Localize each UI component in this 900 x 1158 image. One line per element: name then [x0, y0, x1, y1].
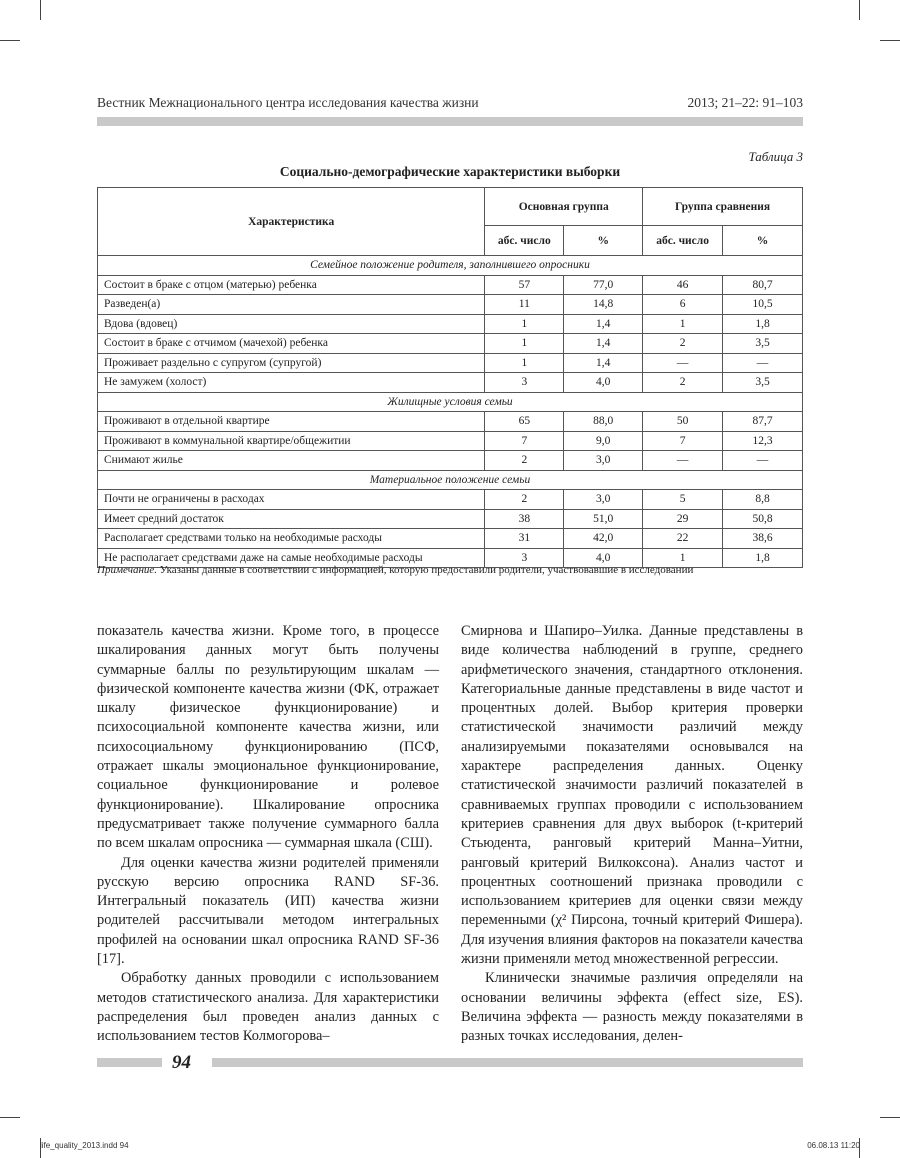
- body-paragraph: показатель качества жизни. Кроме того, в процессе шкалирования данных могут быть получены суммарные баллы по результирующим шкалам — физической компоненте качества жизни (ФК, отражает шкалу физическое функционирование) и психосоциальной компоненте качества жизни, или психосоциальному функционированию (ПСФ, отражает шкалы эмоциональное функционирование, социальное функционирование и ролевое функционирование). Шкалирование опросника предусматривает также получение суммарного балла по всем шкалам опросника — суммарная шкала (СШ).: [97, 623, 439, 852]
- cell-value: 1: [485, 314, 564, 334]
- cell-value: 3: [485, 373, 564, 393]
- row-label: Состоит в браке с отцом (матерью) ребенка: [98, 275, 485, 295]
- body-paragraph: Для оценки качества жизни родителей применяли русскую версию опросника RAND SF-36. Интегральный показатель (ИП) качества жизни родителей рассчитывали методом интегральных профилей на основании шкал опросника RAND SF-36 [17].: [97, 854, 439, 968]
- table-body: [98, 256, 803, 568]
- note-text: Указаны данные в соответствии с информацией, которую предоставили родители, участвовавшие в исследовании: [159, 564, 694, 576]
- row-label: Снимают жилье: [98, 451, 485, 471]
- table-row: [98, 412, 803, 432]
- cell-value: 11: [485, 295, 564, 315]
- section-row: [98, 256, 803, 276]
- body-paragraph: Обработку данных проводили с использованием методов статистического анализа. Для характеристики распределения был проведен анализ данных с использованием тестов Колмогорова–: [97, 970, 439, 1045]
- text-column-left: [97, 622, 439, 1047]
- cell-value: 3,0: [564, 490, 643, 510]
- cell-value: 42,0: [564, 529, 643, 549]
- cell-value: 1,8: [723, 314, 803, 334]
- cell-value: 4,0: [564, 373, 643, 393]
- table-label: Таблица 3: [748, 149, 803, 164]
- header-pct: %: [564, 226, 643, 256]
- row-label: Проживает раздельно с супругом (супругой): [98, 353, 485, 373]
- header-comparison-group: Группа сравнения: [643, 188, 803, 226]
- cell-value: 1: [643, 548, 723, 568]
- cell-value: 2: [485, 490, 564, 510]
- table-row: [98, 334, 803, 354]
- issue-info: 2013; 21–22: 91–103: [687, 95, 803, 110]
- cell-value: 50,8: [723, 509, 803, 529]
- cell-value: 3,5: [723, 373, 803, 393]
- table-row: [98, 295, 803, 315]
- note-label: Примечание.: [97, 564, 158, 576]
- table-title: Социально-демографические характеристики выборки: [279, 164, 621, 179]
- cell-value: 1,4: [564, 334, 643, 354]
- print-slug: life_quality_2013.indd 94: [40, 1141, 129, 1150]
- table-row: [98, 353, 803, 373]
- cell-value: 77,0: [564, 275, 643, 295]
- print-timestamp: 06.08.13 11:20: [807, 1141, 860, 1150]
- demographics-table: [97, 187, 803, 568]
- header-pct: %: [723, 226, 803, 256]
- header-rule: [97, 117, 803, 126]
- row-label: Состоит в браке с отчимом (мачехой) ребенка: [98, 334, 485, 354]
- crop-mark: [859, 0, 860, 20]
- row-label: Располагает средствами только на необходимые расходы: [98, 529, 485, 549]
- header-abs: абс. число: [485, 226, 564, 256]
- table-row: [98, 529, 803, 549]
- section-row: [98, 470, 803, 490]
- cell-value: —: [643, 451, 723, 471]
- table-note: [97, 564, 803, 576]
- cell-value: 38: [485, 509, 564, 529]
- row-label: Разведен(а): [98, 295, 485, 315]
- cell-value: 1,4: [564, 314, 643, 334]
- row-label: Не замужем (холост): [98, 373, 485, 393]
- table-row: [98, 490, 803, 510]
- cell-value: 3,5: [723, 334, 803, 354]
- table-row: [98, 451, 803, 471]
- cell-value: 1: [643, 314, 723, 334]
- journal-title: Вестник Межнационального центра исследования качества жизни: [97, 95, 479, 110]
- cell-value: 8,8: [723, 490, 803, 510]
- cell-value: 1: [485, 334, 564, 354]
- table-row: [98, 431, 803, 451]
- row-label: Имеет средний достаток: [98, 509, 485, 529]
- cell-value: —: [723, 353, 803, 373]
- cell-value: 14,8: [564, 295, 643, 315]
- cell-value: 22: [643, 529, 723, 549]
- cell-value: 88,0: [564, 412, 643, 432]
- cell-value: 29: [643, 509, 723, 529]
- cell-value: 1: [485, 353, 564, 373]
- header-characteristic: Характеристика: [98, 188, 485, 256]
- body-paragraph: Клинически значимые различия определяли на основании величины эффекта (effect size, ES). Величина эффекта — разность между показателями в разных точках исследования, делен-: [461, 970, 803, 1045]
- row-label: Проживают в отдельной квартире: [98, 412, 485, 432]
- cell-value: —: [643, 353, 723, 373]
- header-main-group: Основная группа: [485, 188, 643, 226]
- cell-value: 6: [643, 295, 723, 315]
- cell-value: 3,0: [564, 451, 643, 471]
- text-column-right: [461, 622, 803, 1047]
- table-row: [98, 275, 803, 295]
- body-paragraph: Смирнова и Шапиро–Уилка. Данные представлены в виде количества наблюдений в группе, среднего арифметического значения, стандартного отклонения. Категориальные данные представлены в виде частот и процентных долей. Выбор критерия проверки статистической значимости различий между анализируемыми показателями основывался на характере распределения данных. Оценку статистической значимости различий показателей в сравниваемых группах проводили с использованием критериев сравнения для двух выборок (t-критерий Стьюдента, ранговый критерий Манна–Уитни, ранговый критерий Вилкоксона). Анализ частот и процентных соотношений признака проводили с использованием критериев для оценки связи между переменными (χ² Пирсона, точный критерий Фишера). Для изучения влияния факторов на показатели качества жизни применяли метод множественной регрессии.: [461, 623, 803, 968]
- cell-value: 87,7: [723, 412, 803, 432]
- crop-mark: [0, 40, 20, 41]
- cell-value: 1,8: [723, 548, 803, 568]
- cell-value: 5: [643, 490, 723, 510]
- table-row: [98, 509, 803, 529]
- header-abs: абс. число: [643, 226, 723, 256]
- page-number: 94: [172, 1052, 191, 1073]
- cell-value: 2: [643, 334, 723, 354]
- cell-value: 51,0: [564, 509, 643, 529]
- row-label: Почти не ограничены в расходах: [98, 490, 485, 510]
- footer-rule: [212, 1058, 803, 1067]
- cell-value: 65: [485, 412, 564, 432]
- cell-value: 2: [643, 373, 723, 393]
- row-label: Вдова (вдовец): [98, 314, 485, 334]
- section-title: Семейное положение родителя, заполнившего опросники: [98, 256, 803, 276]
- section-title: Жилищные условия семьи: [98, 392, 803, 412]
- cell-value: 7: [485, 431, 564, 451]
- cell-value: 4,0: [564, 548, 643, 568]
- row-label: Проживают в коммунальной квартире/общежитии: [98, 431, 485, 451]
- cell-value: 38,6: [723, 529, 803, 549]
- section-row: [98, 392, 803, 412]
- footer-rule: [97, 1058, 162, 1067]
- cell-value: 2: [485, 451, 564, 471]
- cell-value: 1,4: [564, 353, 643, 373]
- cell-value: 10,5: [723, 295, 803, 315]
- crop-mark: [0, 1117, 20, 1118]
- table-row: [98, 314, 803, 334]
- cell-value: 9,0: [564, 431, 643, 451]
- row-label: Не располагает средствами даже на самые необходимые расходы: [98, 548, 485, 568]
- crop-mark: [880, 40, 900, 41]
- cell-value: 80,7: [723, 275, 803, 295]
- cell-value: 31: [485, 529, 564, 549]
- cell-value: 57: [485, 275, 564, 295]
- section-title: Материальное положение семьи: [98, 470, 803, 490]
- cell-value: 3: [485, 548, 564, 568]
- cell-value: 12,3: [723, 431, 803, 451]
- table-row: [98, 373, 803, 393]
- cell-value: 7: [643, 431, 723, 451]
- cell-value: —: [723, 451, 803, 471]
- cell-value: 50: [643, 412, 723, 432]
- crop-mark: [880, 1117, 900, 1118]
- cell-value: 46: [643, 275, 723, 295]
- crop-mark: [40, 0, 41, 20]
